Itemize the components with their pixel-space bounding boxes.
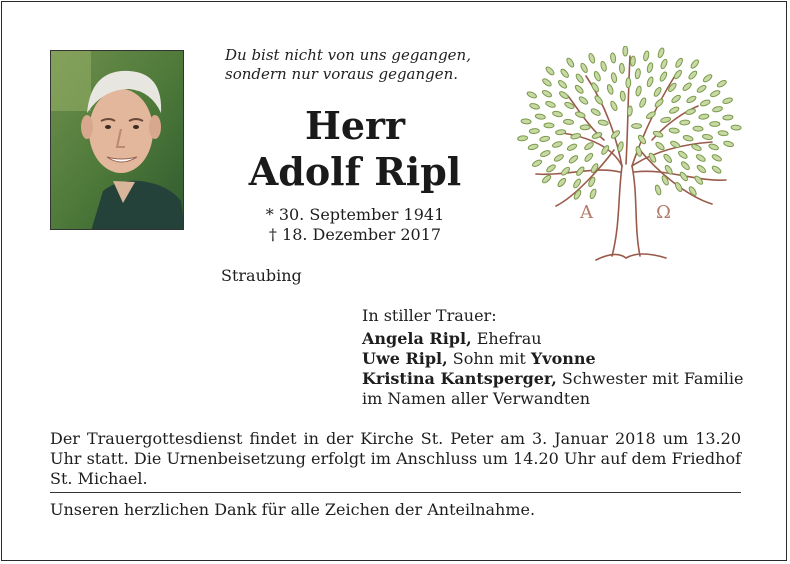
leaf bbox=[682, 82, 693, 92]
leaf bbox=[555, 129, 566, 135]
mourner-entry bbox=[362, 329, 743, 349]
leaf bbox=[541, 174, 552, 184]
leaf bbox=[627, 106, 633, 116]
leaf bbox=[655, 141, 666, 151]
leaf bbox=[580, 125, 590, 130]
leaf bbox=[573, 189, 582, 200]
leaf bbox=[637, 134, 647, 145]
leaf bbox=[557, 177, 567, 188]
leaf bbox=[667, 82, 677, 93]
leaf bbox=[688, 186, 698, 197]
service-announcement: Der Trauergottesdienst findet in der Kirche St. Peter am 3. Januar 2018 um 13.20 Uhr statt. Die Urnenbeisetzung erfolgt im Anschluss um 14.20 Uhr auf dem Friedhof St. Michael. bbox=[50, 429, 741, 488]
leaf bbox=[611, 72, 618, 83]
leaf bbox=[669, 106, 680, 115]
leaf bbox=[711, 165, 722, 175]
leaf bbox=[669, 128, 680, 134]
leaf bbox=[574, 84, 584, 95]
leaf bbox=[696, 84, 707, 93]
mourner-entry bbox=[362, 369, 743, 389]
leaf bbox=[553, 153, 564, 162]
leaf bbox=[587, 176, 596, 187]
leaf bbox=[590, 108, 601, 117]
leaf bbox=[593, 71, 601, 82]
leaf bbox=[544, 123, 554, 128]
leaf bbox=[539, 136, 550, 143]
leaf bbox=[560, 166, 571, 176]
leaf bbox=[557, 79, 568, 89]
motto-line-1: Du bist nicht von uns gegangen, bbox=[225, 46, 471, 64]
leaf bbox=[659, 71, 668, 82]
leaf bbox=[545, 66, 555, 76]
leaf bbox=[552, 110, 563, 117]
leaf bbox=[540, 149, 551, 157]
mourner-name: Kristina Kantsperger, bbox=[362, 369, 557, 388]
leaf bbox=[708, 143, 719, 151]
leaf bbox=[529, 128, 539, 133]
leaf bbox=[575, 111, 586, 119]
place: Straubing bbox=[221, 266, 302, 285]
leaf bbox=[532, 159, 543, 168]
leaf bbox=[654, 185, 662, 196]
leaf bbox=[546, 164, 557, 174]
leaf bbox=[723, 140, 734, 147]
leaf bbox=[654, 98, 664, 108]
mourners-block bbox=[362, 306, 743, 409]
leaf bbox=[700, 99, 711, 107]
mourner-partner-name: Yvonne bbox=[530, 349, 596, 368]
leaf bbox=[541, 89, 552, 98]
leaf bbox=[645, 111, 656, 120]
leaf bbox=[575, 166, 585, 177]
leaf bbox=[660, 58, 668, 69]
leaf bbox=[606, 84, 614, 95]
mourner-entry bbox=[362, 349, 743, 369]
life-dates bbox=[222, 205, 488, 245]
leaf bbox=[673, 69, 683, 80]
mourners-closing: im Namen aller Verwandten bbox=[362, 389, 591, 408]
leaf bbox=[558, 90, 569, 100]
mourner-relation: Schwester mit Familie bbox=[556, 369, 744, 388]
leaf bbox=[663, 153, 673, 164]
divider bbox=[50, 492, 741, 493]
salutation: Herr bbox=[304, 103, 406, 148]
leaf bbox=[521, 119, 531, 125]
mourners-heading: In stiller Trauer: bbox=[362, 306, 497, 325]
leaf bbox=[639, 97, 648, 108]
leaf bbox=[590, 163, 599, 174]
leaf bbox=[723, 115, 733, 121]
leaf bbox=[575, 73, 585, 84]
motto-line-2: sondern nur voraus gegangen. bbox=[225, 65, 459, 83]
leaf bbox=[630, 56, 635, 66]
leaf bbox=[526, 91, 537, 100]
leaf bbox=[563, 119, 573, 125]
leaf bbox=[657, 47, 665, 58]
leaf bbox=[594, 95, 604, 106]
leaf bbox=[710, 122, 720, 127]
leaf bbox=[529, 103, 540, 111]
leaf bbox=[588, 53, 596, 64]
leaf bbox=[570, 133, 581, 140]
leaf bbox=[694, 175, 704, 186]
leaf bbox=[696, 164, 707, 174]
leaf bbox=[619, 63, 624, 73]
leaf bbox=[685, 108, 696, 116]
mourner-relation: Sohn mit bbox=[447, 349, 531, 368]
leaf bbox=[722, 97, 733, 105]
leaf bbox=[710, 89, 721, 98]
leaf bbox=[693, 126, 703, 131]
omega-symbol: Ω bbox=[656, 202, 671, 223]
leaf bbox=[590, 82, 599, 93]
leaf bbox=[646, 62, 653, 73]
leaf bbox=[617, 141, 624, 152]
leaf bbox=[712, 106, 723, 113]
leaf bbox=[643, 51, 650, 62]
mourner-name: Uwe Ripl, bbox=[362, 349, 448, 368]
leaf bbox=[584, 141, 595, 151]
leaf bbox=[699, 113, 710, 119]
leaf bbox=[517, 135, 528, 141]
leaf bbox=[683, 135, 694, 142]
birth-date: * 30. September 1941 bbox=[265, 205, 445, 224]
leaf bbox=[609, 100, 618, 111]
leaf bbox=[646, 76, 654, 87]
leaf bbox=[600, 61, 607, 72]
leaf bbox=[695, 153, 706, 162]
leaf bbox=[541, 77, 552, 87]
leaf bbox=[677, 150, 688, 160]
leaf bbox=[702, 73, 713, 83]
deceased-name: Adolf Ripl bbox=[248, 149, 462, 194]
leaf bbox=[610, 53, 616, 64]
leaf bbox=[671, 94, 682, 104]
mourner-name: Angela Ripl, bbox=[362, 329, 472, 348]
leaf bbox=[589, 188, 597, 199]
leaf bbox=[690, 59, 700, 70]
leaf bbox=[620, 91, 626, 102]
mourner-relation: Ehefrau bbox=[471, 329, 542, 348]
leaf bbox=[635, 86, 642, 97]
leaf bbox=[635, 68, 641, 79]
leaf bbox=[711, 153, 722, 162]
leaf bbox=[545, 100, 556, 108]
leaf bbox=[528, 143, 539, 150]
leaf bbox=[718, 130, 729, 136]
portrait-photo bbox=[50, 50, 184, 230]
leaf bbox=[702, 134, 713, 141]
thanks-note: Unseren herzlichen Dank für alle Zeichen der Anteilnahme. bbox=[50, 500, 536, 519]
leaf bbox=[688, 70, 698, 81]
leaf bbox=[623, 46, 628, 56]
leaf bbox=[610, 129, 621, 139]
leaf bbox=[580, 62, 589, 73]
leaf bbox=[578, 96, 589, 106]
leaf bbox=[716, 79, 727, 88]
motto bbox=[225, 46, 471, 84]
leaf bbox=[584, 152, 594, 163]
leaf bbox=[566, 143, 577, 152]
leaf bbox=[674, 181, 683, 192]
leaf bbox=[632, 124, 642, 129]
leaf bbox=[731, 125, 741, 130]
leaf bbox=[691, 143, 702, 151]
leaf bbox=[664, 164, 674, 175]
leaf bbox=[679, 171, 689, 182]
tree-of-life-icon bbox=[516, 46, 746, 268]
leaf bbox=[680, 161, 691, 171]
leaf bbox=[670, 140, 681, 149]
leaf bbox=[653, 86, 662, 97]
leaf bbox=[674, 57, 683, 68]
leaf bbox=[686, 95, 697, 104]
leaf bbox=[661, 175, 670, 186]
leaf bbox=[560, 68, 570, 79]
alpha-symbol: A bbox=[580, 202, 593, 223]
leaf bbox=[552, 141, 563, 149]
leaf bbox=[535, 113, 546, 119]
leaf bbox=[680, 120, 690, 125]
leaf bbox=[591, 131, 602, 139]
leaf bbox=[626, 78, 631, 88]
leaf bbox=[568, 154, 579, 164]
leaf bbox=[598, 119, 609, 125]
leaf bbox=[566, 57, 575, 68]
death-date: † 18. Dezember 2017 bbox=[268, 225, 442, 244]
